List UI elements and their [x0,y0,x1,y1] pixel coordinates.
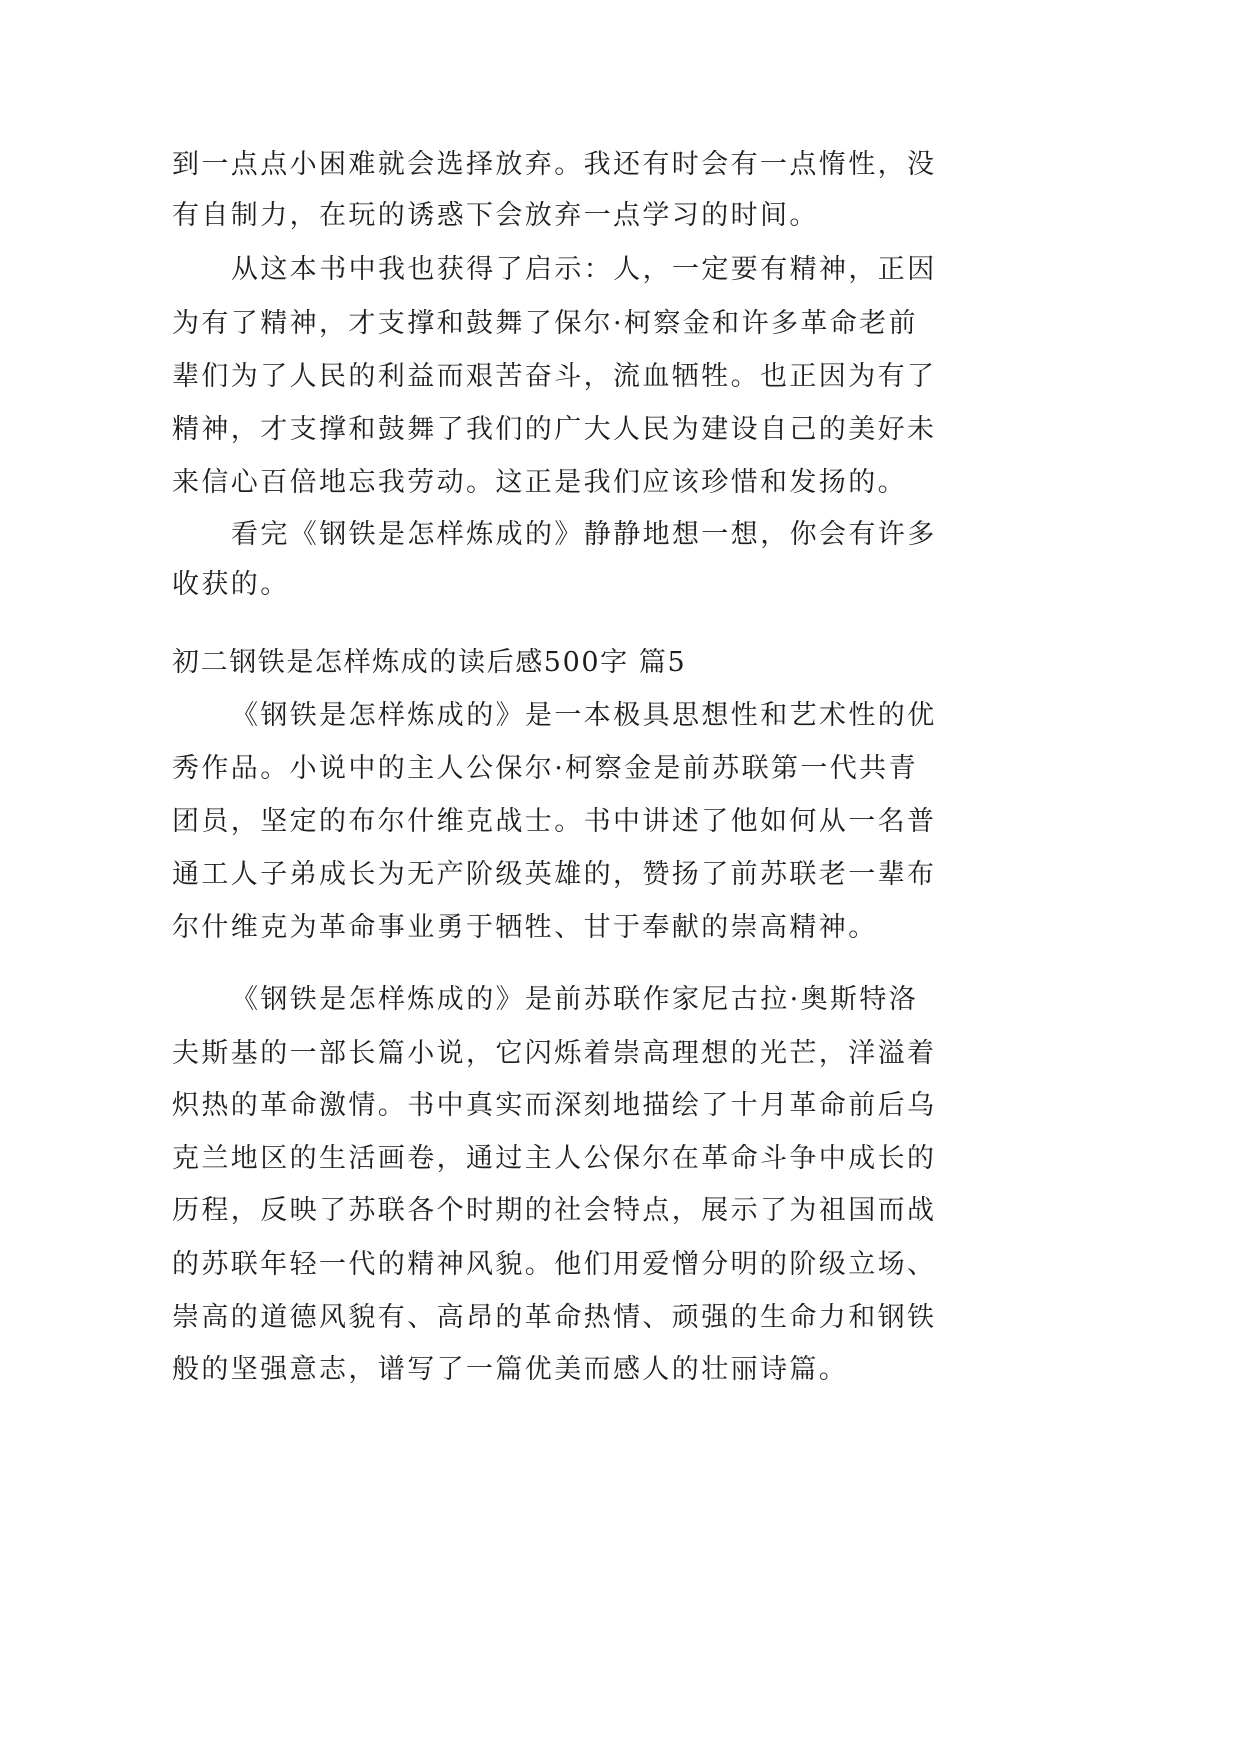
text-line: 炽热的革命激情。书中真实而深刻地描绘了十月革命前后乌 [172,1090,937,1121]
text-line: 收获的。 [172,569,290,600]
text-line: 崇高的道德风貌有、高昂的革命热情、顽强的生命力和钢铁 [172,1302,937,1333]
paragraph-first-line: 《钢铁是怎样炼成的》是一本极具思想性和艺术性的优 [231,700,937,731]
text-line: 团员，坚定的布尔什维克战士。书中讲述了他如何从一名普 [172,806,937,837]
text-line: 来信心百倍地忘我劳动。这正是我们应该珍惜和发扬的。 [172,467,907,498]
text-line: 通工人子弟成长为无产阶级英雄的，赞扬了前苏联老一辈布 [172,859,937,890]
text-line: 有自制力，在玩的诱惑下会放弃一点学习的时间。 [172,200,819,231]
text-line: 尔什维克为革命事业勇于牺牲、甘于奉献的崇高精神。 [172,912,878,943]
text-line: 的苏联年轻一代的精神风貌。他们用爱憎分明的阶级立场、 [172,1249,937,1280]
text-line: 般的坚强意志，谱写了一篇优美而感人的壮丽诗篇。 [172,1354,849,1385]
paragraph-first-line: 《钢铁是怎样炼成的》是前苏联作家尼古拉·奥斯特洛 [231,984,919,1015]
section-heading: 初二钢铁是怎样炼成的读后感500字 篇5 [172,647,687,678]
paragraph-first-line: 看完《钢铁是怎样炼成的》静静地想一想，你会有许多 [231,519,937,550]
text-line: 克兰地区的生活画卷，通过主人公保尔在革命斗争中成长的 [172,1143,937,1174]
text-line: 为有了精神，才支撑和鼓舞了保尔·柯察金和许多革命老前 [172,308,918,339]
text-line: 历程，反映了苏联各个时期的社会特点，展示了为祖国而战 [172,1195,937,1226]
paragraph-first-line: 从这本书中我也获得了启示：人，一定要有精神，正因 [231,254,937,285]
text-line: 夫斯基的一部长篇小说，它闪烁着崇高理想的光芒，洋溢着 [172,1038,937,1069]
text-line: 精神，才支撑和鼓舞了我们的广大人民为建设自己的美好未 [172,414,937,445]
text-line: 辈们为了人民的利益而艰苦奋斗，流血牺牲。也正因为有了 [172,361,937,392]
text-line: 秀作品。小说中的主人公保尔·柯察金是前苏联第一代共青 [172,753,918,784]
text-line: 到一点点小困难就会选择放弃。我还有时会有一点惰性，没 [172,149,937,180]
